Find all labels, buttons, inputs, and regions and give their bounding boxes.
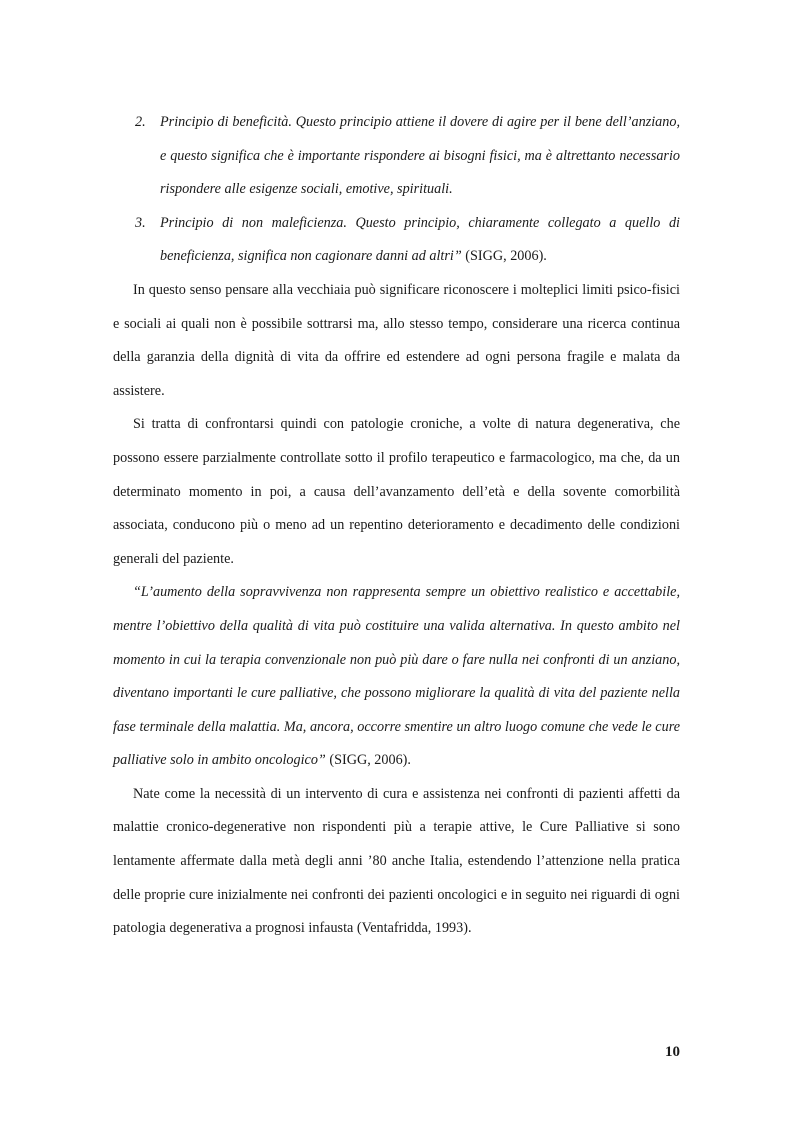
paragraph: In questo senso pensare alla vecchiaia può significare riconoscere i molteplici limiti psico-fisici e sociali ai quali non è possibile sottrarsi ma, allo stesso tempo, considerare una ricerca continua della garanzia della dignità di vita da offrire ed estendere ad ogni persona fragile e malata da assistere. bbox=[113, 281, 680, 399]
list-number: 3. bbox=[135, 214, 146, 231]
list-item bbox=[113, 207, 680, 274]
list-item-citation: (SIGG, 2006). bbox=[461, 248, 547, 265]
paragraph: Si tratta di confrontarsi quindi con patologie croniche, a volte di natura degenerativa, che possono essere parzialmente controllate sotto il profilo terapeutico e farmacologico, ma che, da un determinato momento in poi, a causa dell’avanzamento dell’età e della sovente comorbilità associata, conducono più o meno ad un repentino deterioramento e decadimento delle condizioni generali del paziente. bbox=[113, 416, 680, 567]
page-number: 10 bbox=[665, 1044, 680, 1060]
list-item bbox=[113, 106, 680, 207]
body-text bbox=[113, 106, 680, 946]
quote-text: “L’aumento della sopravvivenza non rappresenta sempre un obiettivo realistico e accettabile, mentre l’obiettivo della qualità di vita può costituire una valida alternativa. In questo ambito nel momento in cui la terapia convenzionale non può più dare o fare nulla nei confronti di un anziano, diventano importanti le cure palliative, che possono migliorare la qualità di vita del paziente nella fase terminale della malattia. Ma, ancora, occorre smentire un altro luogo comune che vede le cure palliative solo in ambito oncologico” bbox=[113, 584, 680, 769]
quote-paragraph bbox=[113, 576, 680, 778]
list-number: 2. bbox=[135, 114, 146, 130]
quote-citation: (SIGG, 2006). bbox=[325, 752, 411, 769]
list-item-text: Principio di beneficità. Questo principio attiene il dovere di agire per il bene dell’anziano, e questo significa che è importante rispondere ai bisogni fisici, ma è altrettanto necessario rispondere alle esigenze sociali, emotive, spirituali. bbox=[160, 114, 680, 198]
paragraph: Nate come la necessità di un intervento di cura e assistenza nei confronti di pazienti affetti da malattie cronico-degenerative non rispondenti più a terapie attive, le Cure Palliative si sono lentamente affermate dalla metà degli anni ’80 anche Italia, estendendo l’attenzione nella pratica delle proprie cure inizialmente nei confronti dei pazienti oncologici e in seguito nei riguardi di ogni patologia degenerativa a prognosi infausta (Ventafridda, 1993). bbox=[113, 785, 680, 937]
list-item-text: Principio di non maleficienza. Questo principio, chiaramente collegato a quello di beneficienza, significa non cagionare danni ad altri” bbox=[160, 214, 680, 265]
